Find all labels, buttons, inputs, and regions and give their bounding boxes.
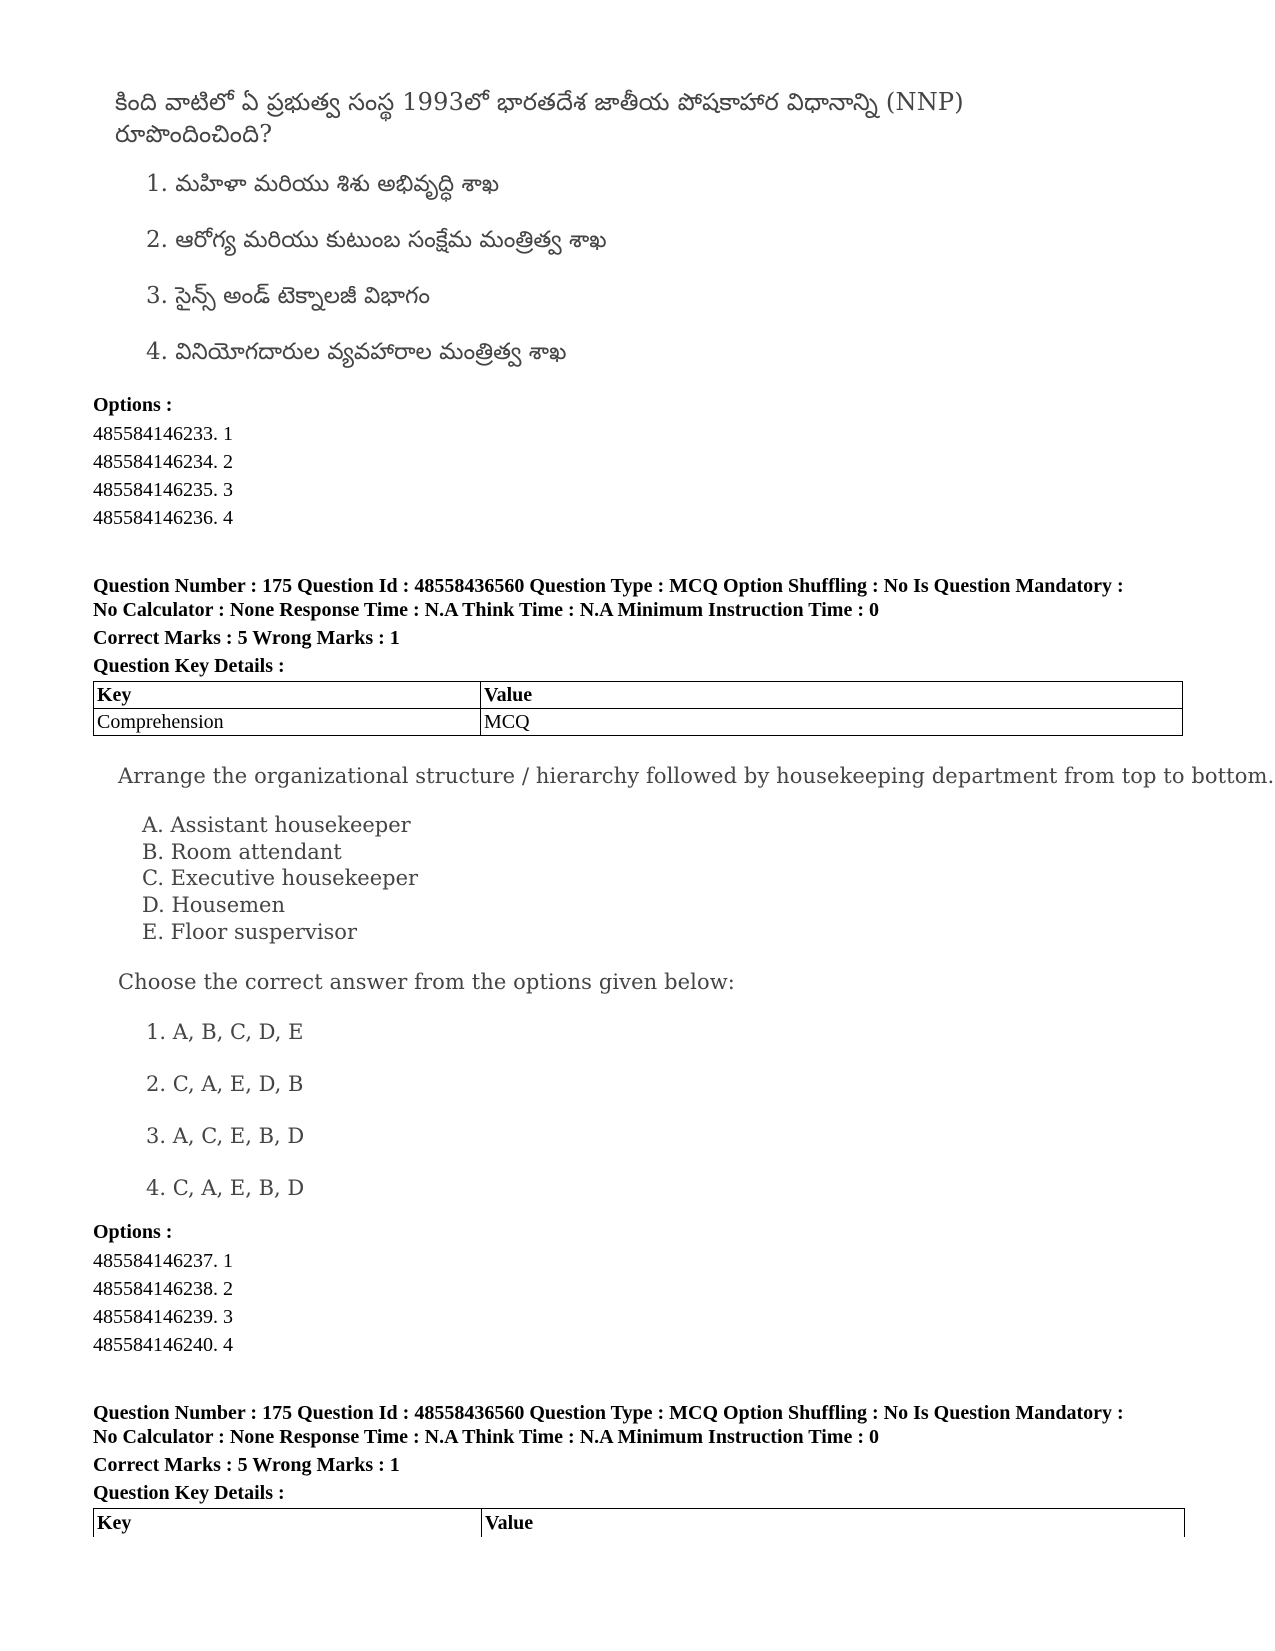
question-2-item-c: C. Executive housekeeper <box>142 866 419 890</box>
key-details-table-partial <box>93 1508 1185 1537</box>
options-label: Options : <box>93 394 173 416</box>
marks-line: Correct Marks : 5 Wrong Marks : 1 <box>93 1454 400 1476</box>
option-item: 485584146235. 3 <box>93 479 233 501</box>
question-2-item-d: D. Housemen <box>142 893 285 917</box>
question-meta-line-2: No Calculator : None Response Time : N.A Think Time : N.A Minimum Instruction Time : 0 <box>93 1426 879 1448</box>
table-header-key: Key <box>94 682 481 709</box>
question-2-text: Arrange the organizational structure / hierarchy followed by housekeeping department from top to bottom. <box>118 764 1275 788</box>
question-1-choice-4: 4. వినియోగదారుల వ్యవహారాల మంత్రిత్వ శాఖ <box>146 339 567 365</box>
question-1-choice-1: 1. మహిళా మరియు శిశు అభివృద్ధి శాఖ <box>146 171 500 197</box>
options-label: Options : <box>93 1221 173 1243</box>
key-details-table <box>93 681 1183 736</box>
question-2-answer-4: 4. C, A, E, B, D <box>146 1176 305 1200</box>
table-row <box>94 709 1183 736</box>
option-item: 485584146234. 2 <box>93 451 233 473</box>
question-2-item-b: B. Room attendant <box>142 840 342 864</box>
option-item: 485584146237. 1 <box>93 1250 233 1272</box>
question-1-text: కింది వాటిలో ఏ ప్రభుత్వ సంస్థ 1993లో భారతదేశ జాతీయ పోషకాహార విధానాన్ని (NNP) రూపొందించింది? <box>115 88 964 148</box>
question-1-choice-2: 2. ఆరోగ్య మరియు కుటుంబ సంక్షేమ మంత్రిత్వ శాఖ <box>146 227 607 253</box>
question-2-instruction: Choose the correct answer from the options given below: <box>118 970 735 994</box>
question-1-choice-3: 3. సైన్స్ అండ్ టెక్నాలజీ విభాగం <box>146 283 431 309</box>
question-meta-line-1: Question Number : 175 Question Id : 48558436560 Question Type : MCQ Option Shuffling : No Is Question Mandatory : <box>93 1402 1124 1424</box>
option-item: 485584146239. 3 <box>93 1306 233 1328</box>
option-item: 485584146238. 2 <box>93 1278 233 1300</box>
question-2-item-e: E. Floor suspervisor <box>142 920 357 944</box>
table-cell-value: MCQ <box>481 709 1183 736</box>
table-header-value: Value <box>481 682 1183 709</box>
question-meta-line-2: No Calculator : None Response Time : N.A Think Time : N.A Minimum Instruction Time : 0 <box>93 599 879 621</box>
option-item: 485584146236. 4 <box>93 507 233 529</box>
option-item: 485584146233. 1 <box>93 423 233 445</box>
question-2-answer-3: 3. A, C, E, B, D <box>146 1124 305 1148</box>
key-details-label: Question Key Details : <box>93 1482 285 1504</box>
key-details-label: Question Key Details : <box>93 655 285 677</box>
option-item: 485584146240. 4 <box>93 1334 233 1356</box>
question-2-answer-1: 1. A, B, C, D, E <box>146 1020 304 1044</box>
table-header-row <box>94 682 1183 709</box>
question-2-item-a: A. Assistant housekeeper <box>142 813 411 837</box>
table-cell-key: Comprehension <box>94 709 481 736</box>
marks-line: Correct Marks : 5 Wrong Marks : 1 <box>93 627 400 649</box>
question-2-answer-2: 2. C, A, E, D, B <box>146 1072 304 1096</box>
question-meta-line-1: Question Number : 175 Question Id : 48558436560 Question Type : MCQ Option Shuffling : No Is Question Mandatory : <box>93 575 1124 597</box>
table-header-value: Value <box>481 1509 1175 1537</box>
table-header-key: Key <box>97 1512 132 1534</box>
